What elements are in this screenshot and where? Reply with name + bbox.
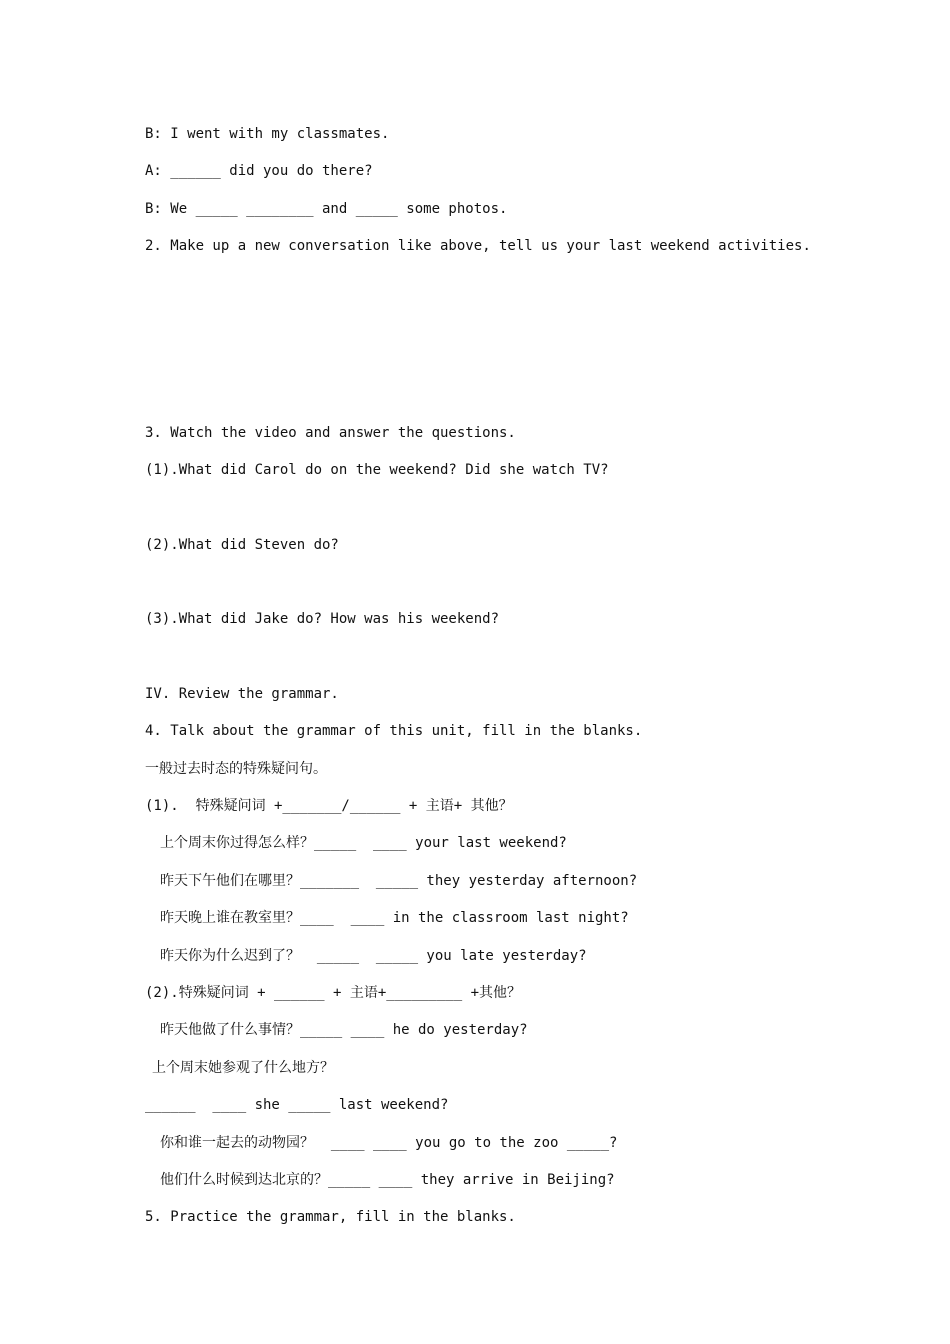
example-2-4: 他们什么时候到达北京的？_____ ____ they arrive in Beijing? (160, 1172, 615, 1188)
example-2-1: 昨天他做了什么事情？_____ ____ he do yesterday? (160, 1022, 528, 1038)
example-1-1: 上个周末你过得怎么样？_____ ____ your last weekend? (160, 835, 567, 851)
example-2-2-prompt: 上个周末她参观了什么地方？ (152, 1060, 334, 1076)
dialogue-line-a-question: A: ______ did you do there? (145, 163, 373, 179)
grammar-rule-2: (2).特殊疑问词 + ______ + 主语+_________ +其他？ (145, 985, 522, 1001)
example-2-2-answer: ______ ____ she _____ last weekend? (145, 1097, 449, 1113)
example-1-2: 昨天下午他们在哪里？_______ _____ they yesterday afternoon? (160, 873, 638, 889)
example-1-4: 昨天你为什么迟到了？ _____ _____ you late yesterday? (160, 948, 587, 964)
dialogue-line-b-photos: B: We _____ ________ and _____ some photos. (145, 201, 508, 217)
example-1-3: 昨天晚上谁在教室里？____ ____ in the classroom last night? (160, 910, 629, 926)
question-jake: (3).What did Jake do? How was his weekend? (145, 611, 500, 627)
grammar-topic: 一般过去时态的特殊疑问句。 (145, 761, 327, 777)
example-2-3: 你和谁一起去的动物园？ ____ ____ you go to the zoo _____? (160, 1135, 618, 1151)
dialogue-line-b-classmates: B: I went with my classmates. (145, 126, 390, 142)
task-5-instruction: 5. Practice the grammar, fill in the blanks. (145, 1209, 516, 1225)
question-carol: (1).What did Carol do on the weekend? Did she watch TV? (145, 462, 609, 478)
section-iv-heading: IV. Review the grammar. (145, 686, 339, 702)
question-steven: (2).What did Steven do? (145, 537, 339, 553)
task-4-instruction: 4. Talk about the grammar of this unit, fill in the blanks. (145, 723, 643, 739)
task-2-instruction: 2. Make up a new conversation like above, tell us your last weekend activities. (145, 238, 811, 254)
task-3-instruction: 3. Watch the video and answer the questions. (145, 425, 516, 441)
grammar-rule-1: (1). 特殊疑问词 +_______/______ + 主语+ 其他？ (145, 798, 513, 814)
